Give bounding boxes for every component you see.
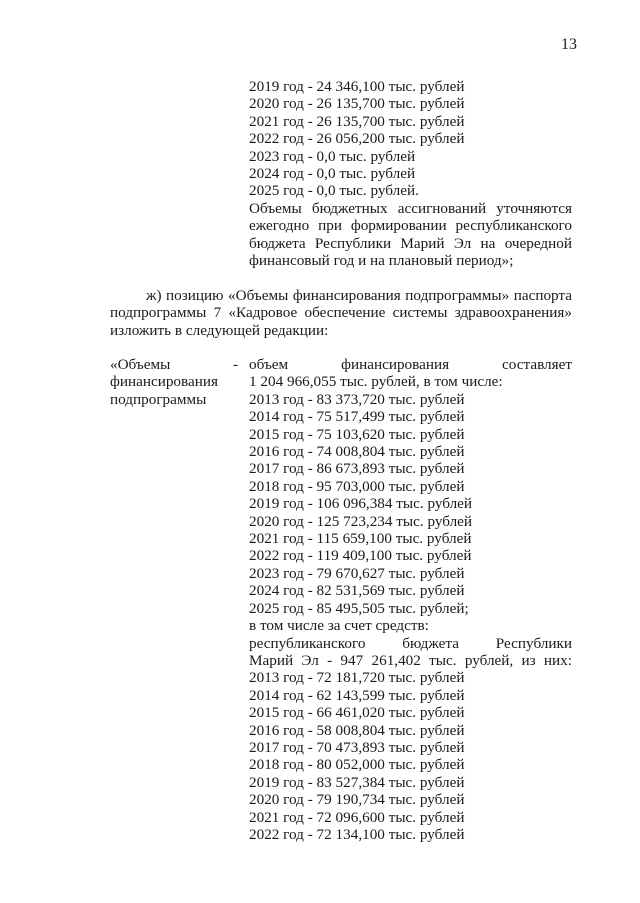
note-line: бюджета Республики Марий Эл на очередной: [249, 234, 572, 252]
position-value: [249, 356, 572, 843]
label-line: «Объемы: [110, 356, 171, 373]
list-item: 2017 год - 70 473,893 тыс. рублей: [249, 738, 465, 756]
list-item: 2023 год - 0,0 тыс. рублей: [249, 147, 416, 165]
list-item: 2013 год - 83 373,720 тыс. рублей: [249, 390, 465, 408]
note-line: Объемы бюджетных ассигнований уточняются: [249, 199, 572, 217]
dash-separator: -: [232, 356, 238, 373]
list-item: 2014 год - 62 143,599 тыс. рублей: [249, 686, 465, 704]
list-item: 2025 год - 0,0 тыс. рублей.: [249, 182, 419, 200]
list-item: 2024 год - 0,0 тыс. рублей: [249, 165, 416, 183]
list-item: 2017 год - 86 673,893 тыс. рублей: [249, 460, 465, 478]
position-label: [110, 356, 238, 408]
list-item: 2022 год - 119 409,100 тыс. рублей: [249, 547, 472, 565]
list-item: 2015 год - 66 461,020 тыс. рублей: [249, 704, 465, 722]
paragraph-line: изложить в следующей редакции:: [110, 321, 329, 339]
list-item: 2020 год - 79 190,734 тыс. рублей: [249, 791, 465, 809]
list-item: 2018 год - 95 703,000 тыс. рублей: [249, 477, 465, 495]
label-line: финансирования: [110, 373, 218, 391]
list-item: 2016 год - 58 008,804 тыс. рублей: [249, 721, 465, 739]
list-item: 2016 год - 74 008,804 тыс. рублей: [249, 443, 465, 461]
list-item: 2025 год - 85 495,505 тыс. рублей;: [249, 599, 469, 617]
budget-line: республиканского бюджета Республики: [249, 634, 572, 652]
including-line: в том числе за счет средств:: [249, 617, 429, 635]
list-item: 2022 год - 26 056,200 тыс. рублей: [249, 130, 465, 148]
list-item: 2015 год - 75 103,620 тыс. рублей: [249, 425, 465, 443]
budget-line: Марий Эл - 947 261,402 тыс. рублей, из них:: [249, 651, 572, 669]
list-item: 2020 год - 125 723,234 тыс. рублей: [249, 512, 473, 530]
list-item: 2014 год - 75 517,499 тыс. рублей: [249, 408, 465, 426]
paragraph-line: подпрограммы 7 «Кадровое обеспечение системы здравоохранения»: [110, 304, 572, 322]
list-item: 2018 год - 80 052,000 тыс. рублей: [249, 756, 465, 774]
list-item: 2023 год - 79 670,627 тыс. рублей: [249, 564, 465, 582]
list-item: 2020 год - 26 135,700 тыс. рублей: [249, 95, 465, 113]
list-item: 2022 год - 72 134,100 тыс. рублей: [249, 825, 465, 843]
paragraph-line: ж) позицию «Объемы финансирования подпрограммы» паспорта: [146, 287, 572, 304]
note-line: финансовый год и на плановый период»;: [249, 252, 514, 270]
note-line: ежегодно при формировании республиканского: [249, 217, 572, 235]
page-number: 13: [561, 36, 577, 53]
list-item: 2019 год - 83 527,384 тыс. рублей: [249, 773, 465, 791]
label-line: подпрограммы: [110, 390, 207, 408]
list-item: 2024 год - 82 531,569 тыс. рублей: [249, 582, 465, 600]
intro-line: объем финансирования составляет: [249, 356, 572, 373]
list-item: 2019 год - 24 346,100 тыс. рублей: [249, 78, 465, 95]
list-item: 2021 год - 26 135,700 тыс. рублей: [249, 112, 465, 130]
list-item: 2019 год - 106 096,384 тыс. рублей: [249, 495, 473, 513]
funding-years-continuation: [249, 78, 572, 269]
amendment-paragraph: [110, 287, 572, 339]
list-item: 2013 год - 72 181,720 тыс. рублей: [249, 669, 465, 687]
intro-line: 1 204 966,055 тыс. рублей, в том числе:: [249, 373, 503, 391]
list-item: 2021 год - 115 659,100 тыс. рублей: [249, 530, 472, 548]
list-item: 2021 год - 72 096,600 тыс. рублей: [249, 808, 465, 826]
